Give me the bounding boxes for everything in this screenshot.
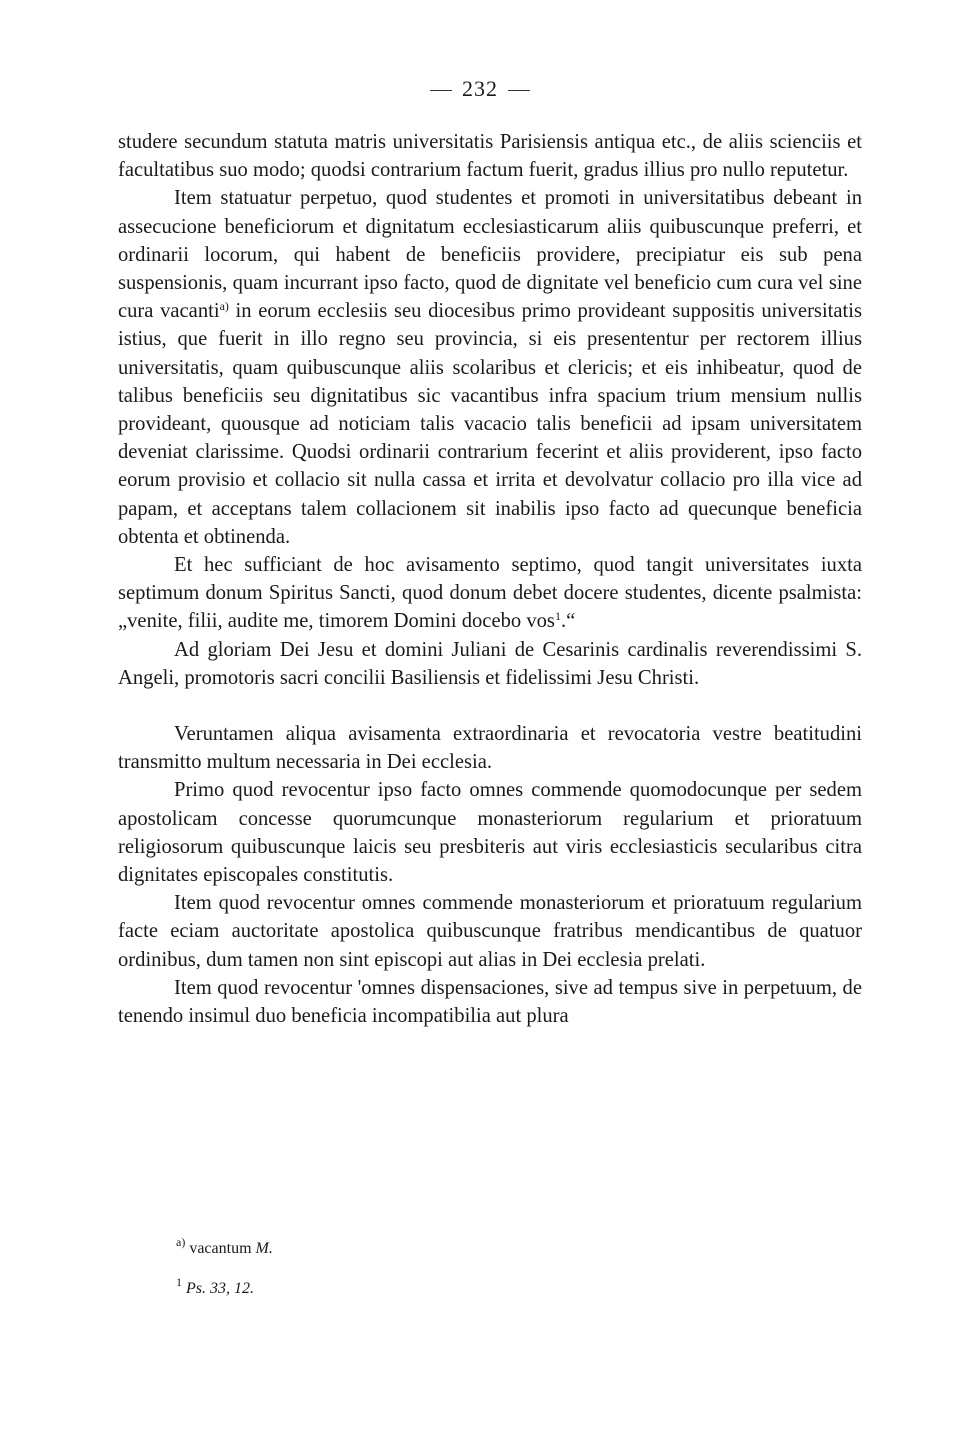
- paragraph: Ad gloriam Dei Jesu et domini Juliani de Cesarinis cardinalis reverendissimi S. Angeli, promotoris sacri concilii Basiliensis et fidelissimi Jesu Christi.: [118, 638, 862, 689]
- paragraph-text: .“: [560, 610, 576, 633]
- main-text: [118, 128, 862, 1030]
- paragraph: Veruntamen aliqua avisamenta extraordinaria et revocatoria vestre beatitudini transmitto multum necessaria in Dei ecclesia.: [118, 723, 862, 774]
- paragraph: Item quod revocentur 'omnes dispensaciones, sive ad tempus sive in perpetuum, de tenendo insimul duo beneficia incompatibilia aut plura: [118, 976, 862, 1028]
- footnote-source: Ps. 33, 12.: [186, 1280, 254, 1297]
- paragraph: [118, 551, 862, 636]
- footnote-ref: 1: [554, 609, 561, 624]
- footnote-text: vacantum: [185, 1240, 256, 1257]
- footnote-source: M.: [255, 1240, 273, 1257]
- paragraph: Item quod revocentur omnes commende monasteriorum et prioratuum regularium facte eciam auctoritate apostolica quibuscunque fratribus mendicantibus de quatuor ordinibus, dum tamen non sint episcopi aut alias in Dei ecclesia prelati.: [118, 892, 862, 971]
- paragraph-text: in eorum ecclesiis seu diocesibus primo provideant suppositis universitatis istius, que fuerit in illo regno seu provincia, si eis presententur per rectorem illius universitatis, quam quibuscunque aliis scolaribus et clericis; et eis inhibeatur, quod de talibus beneficiis seu dignitatibus sic vacantibus infra spacium trium mensium nullis provideant, quousque ad noticiam talis vacacio talis beneficii ad ipsam universitatem deveniat clarissime. Quodsi ordinarii contrarium fecerint et aliis providerent, ipso facto eorum provisio et collacio sit nulla cassa et irrita et devolvatur collacio pro illa vice ad papam, et acceptans talem collacionem sit inabilis ipso facto ad quecunque beneficia obtenta et obtinenda.: [118, 300, 862, 548]
- footnote-mark: 1: [176, 1275, 182, 1289]
- paragraph-text: Et hec sufficiant de hoc avisamento septimo, quod tangit universitates iuxta septimum donum Spiritus Sancti, quod donum debet docere studentes, dicente psalmista: „venite, filii, audite me, timorem Domini docebo vos: [118, 554, 862, 633]
- section-gap: [118, 692, 862, 720]
- header-dash-right: [508, 90, 530, 91]
- paragraph-text: Item statuatur perpetuo, quod studentes et promoti in universitatibus debeant in assecucione beneficiorum et dignitatum ecclesiasticarum aliis quibuscunque preferri, et ordinarii locorum, qui habent de beneficiis providere, precipiatur eis sub pena suspensionis, quam incurrant ipso facto, quod de dignitate vel beneficio cum cura vel sine cura vacanti: [118, 187, 862, 323]
- header-dash-left: [430, 90, 452, 91]
- footnote: [176, 1235, 856, 1260]
- footnote: [176, 1275, 856, 1300]
- footnote-mark: a): [176, 1235, 186, 1249]
- paragraph: studere secundum statuta matris universitatis Parisiensis antiqua etc., de aliis scienciis et facultatibus suo modo; quodsi contrarium factum fuerit, gradus illius pro nullo reputetur.: [118, 131, 862, 182]
- paragraph: Primo quod revocentur ipso facto omnes commende quomodocunque per sedem apostolicam concesse quorumcunque monasteriorum regularium et prioratuum religiosorum quibuscunque laicis seu presbiteris aut viris ecclesiasticis secularibus citra dignitates episcopales constitutis.: [118, 779, 862, 887]
- paragraph: [118, 184, 862, 551]
- footnotes: [176, 1235, 856, 1318]
- page-header: [0, 76, 960, 102]
- page-number: 232: [462, 76, 498, 101]
- footnote-ref: a): [219, 299, 229, 314]
